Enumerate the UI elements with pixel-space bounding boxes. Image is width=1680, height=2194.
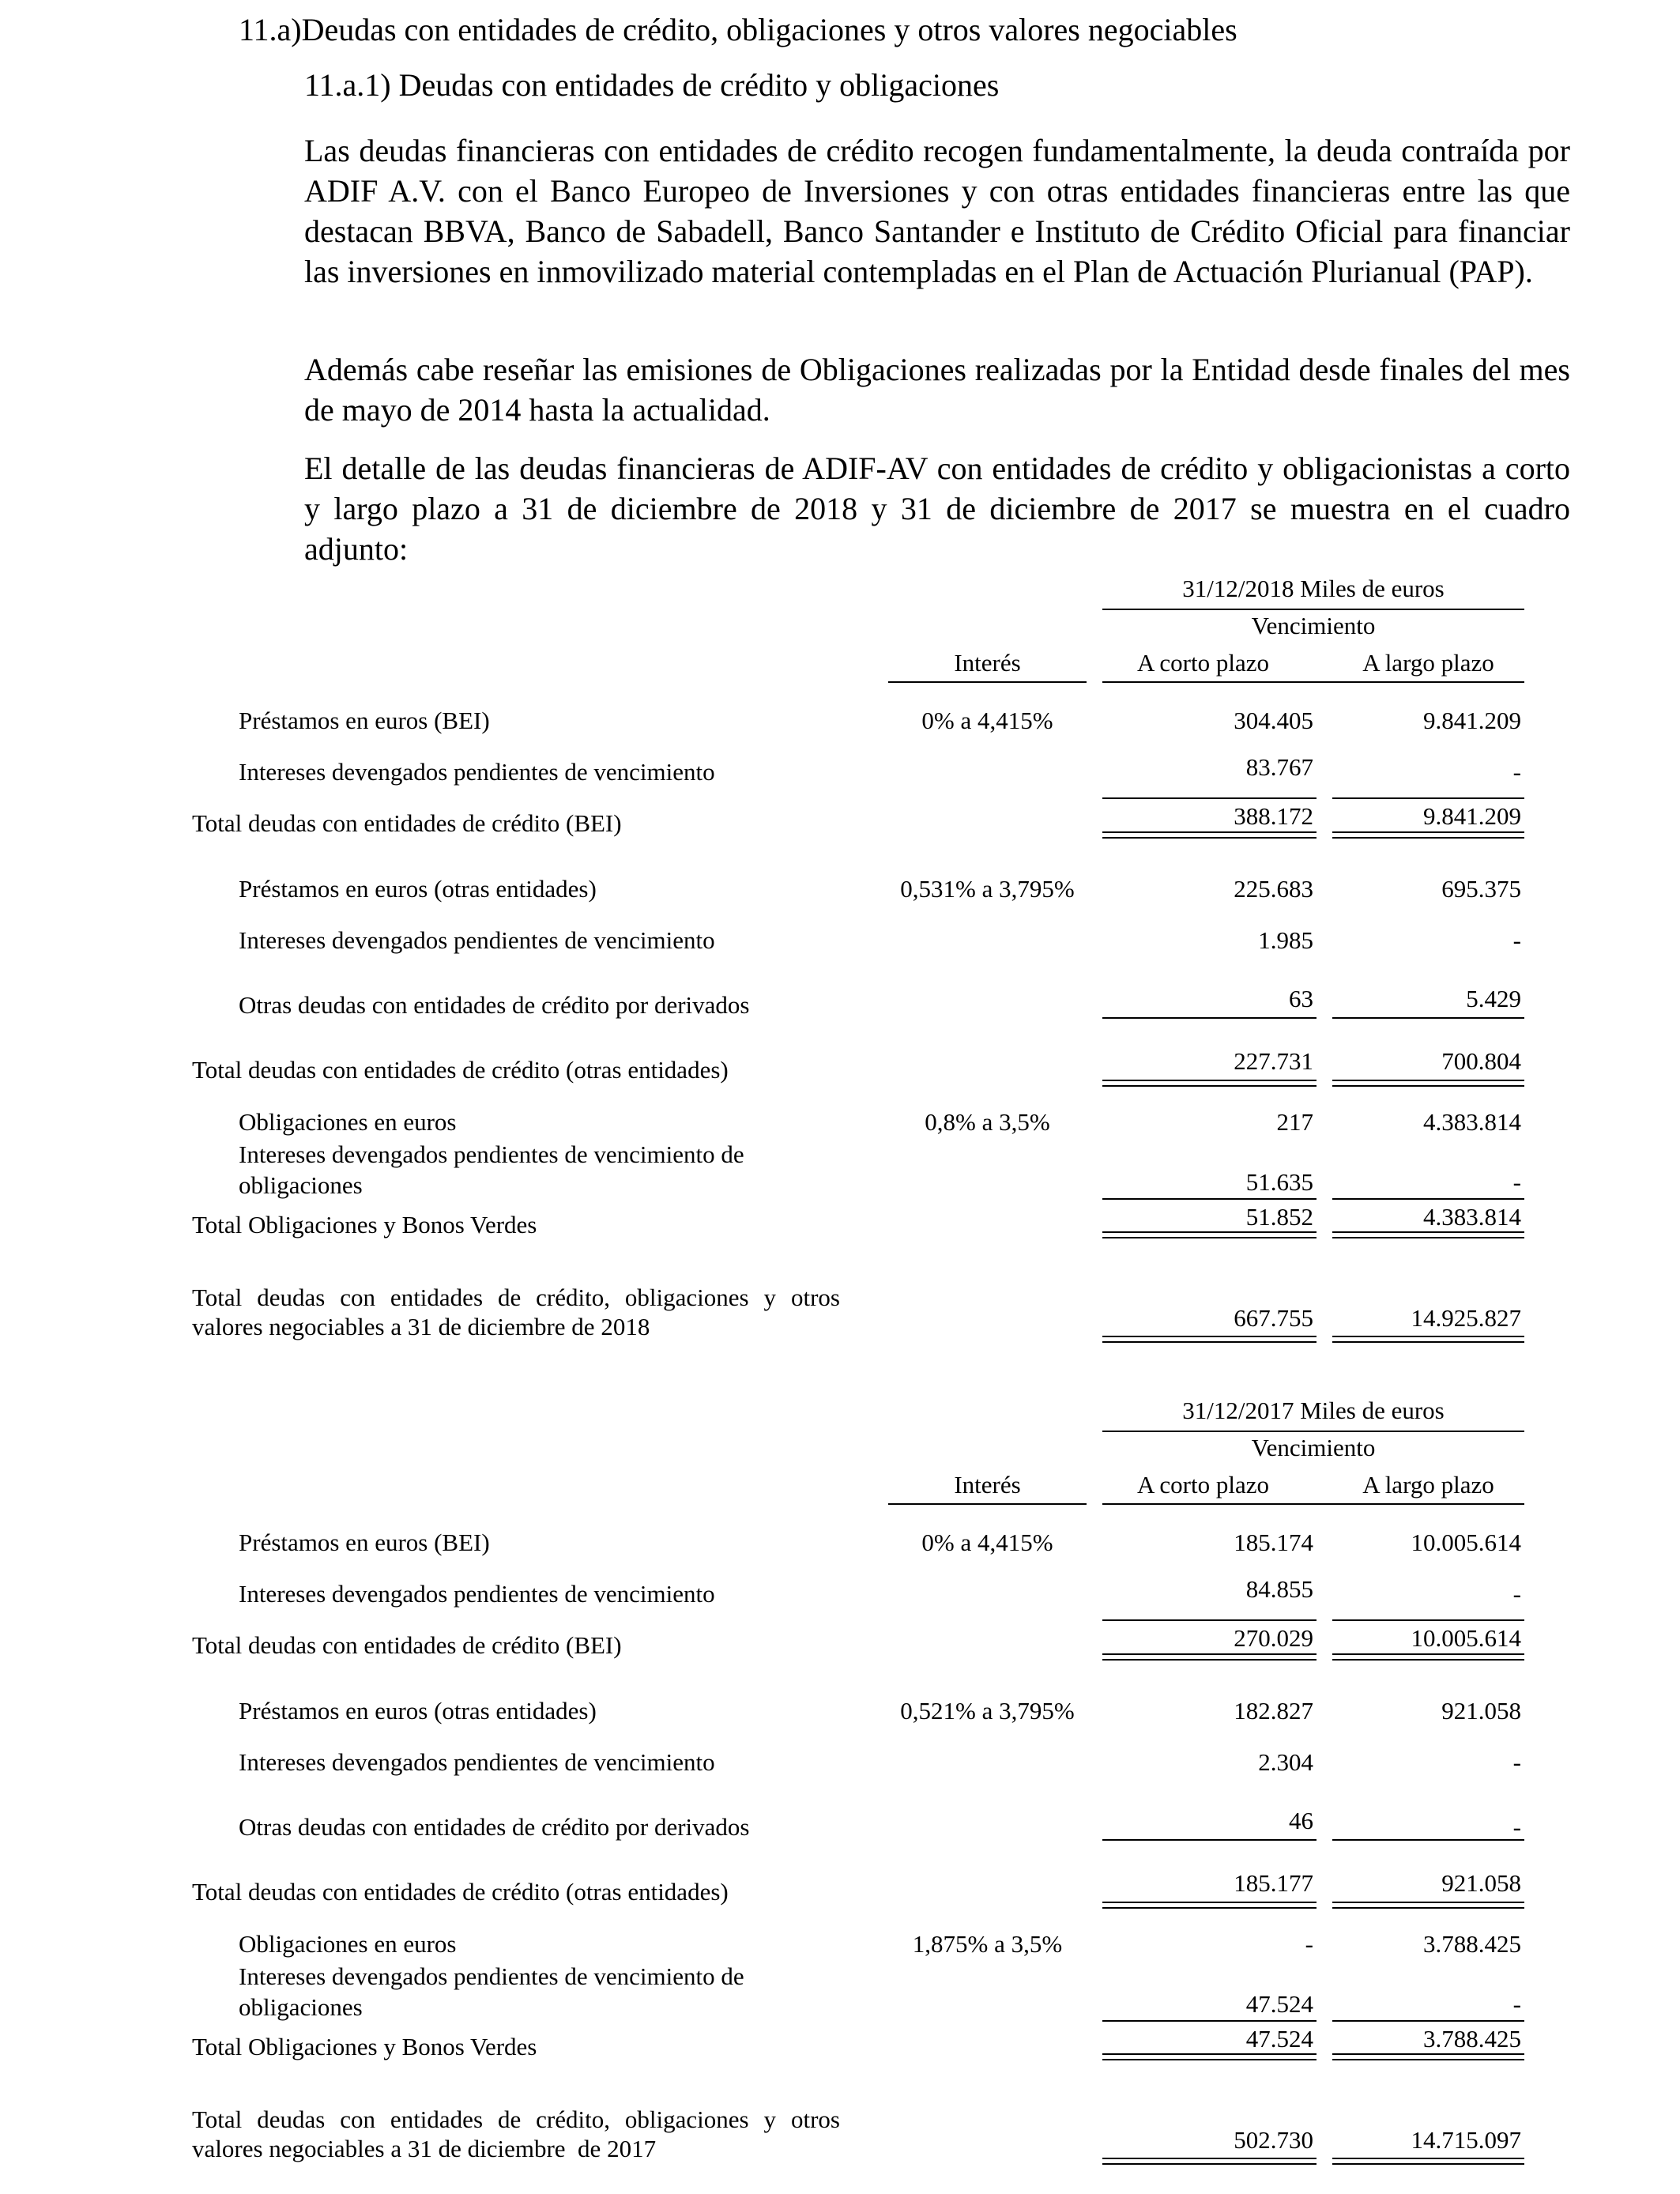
row-largo: 695.375 — [1441, 875, 1521, 903]
row-corto: 2.304 — [1258, 1748, 1313, 1776]
row-interes: 0,531% a 3,795% — [900, 875, 1075, 903]
row-corto: 185.177 — [1234, 1869, 1313, 1897]
row-largo: 10.005.614 — [1411, 1624, 1521, 1652]
row-largo: 9.841.209 — [1423, 802, 1521, 830]
row-corto: 388.172 — [1234, 802, 1313, 830]
row-corto: - — [1305, 1930, 1313, 1958]
interes-header: Interés — [954, 649, 1021, 677]
row-label: Intereses devengados pendientes de vencimiento de — [239, 1962, 744, 1990]
paragraph-3: El detalle de las deudas financieras de ADIF-AV con entidades de crédito y obligacionistas a corto y largo plazo a 31 de diciembre de 2018 y 31 de diciembre de 2017 se muestra en el cuadro adjunto: — [304, 450, 1570, 567]
row-label: Total deudas con entidades de crédito, obligaciones y otros — [192, 2105, 840, 2133]
row-corto: 225.683 — [1234, 875, 1313, 903]
row-label: Total deudas con entidades de crédito (otras entidades) — [192, 1056, 729, 1084]
row-label: Obligaciones en euros — [239, 1108, 457, 1136]
vencimiento-header: Vencimiento — [1251, 1434, 1376, 1461]
row-largo: - — [1512, 758, 1521, 786]
row-corto: 270.029 — [1234, 1624, 1313, 1652]
row-label: Intereses devengados pendientes de vencimiento — [239, 1748, 715, 1776]
interes-header: Interés — [954, 1471, 1021, 1498]
row-largo: 10.005.614 — [1411, 1529, 1521, 1556]
row-label: Intereses devengados pendientes de vencimiento — [239, 758, 715, 786]
row-corto: 185.174 — [1234, 1529, 1313, 1556]
row-corto: 182.827 — [1234, 1697, 1313, 1725]
row-largo: 3.788.425 — [1423, 1930, 1521, 1958]
corto-plazo-header: A corto plazo — [1136, 1471, 1269, 1498]
table-date-header: 31/12/2017 Miles de euros — [1182, 1397, 1445, 1424]
row-largo: - — [1512, 1580, 1521, 1608]
row-corto: 1.985 — [1258, 926, 1313, 954]
row-largo: 4.383.814 — [1423, 1108, 1521, 1136]
row-largo: - — [1512, 1168, 1521, 1196]
row-label: Otras deudas con entidades de crédito por derivados — [239, 991, 750, 1019]
row-corto: 47.524 — [1245, 2025, 1313, 2053]
row-label: Préstamos en euros (otras entidades) — [239, 1697, 597, 1725]
row-interes: 0% a 4,415% — [921, 1529, 1053, 1556]
row-largo: - — [1512, 926, 1521, 954]
row-label-cont: valores negociables a 31 de diciembre de 2017 — [192, 2135, 657, 2162]
row-label: Total deudas con entidades de crédito (BEI) — [192, 1631, 622, 1659]
row-label-cont: valores negociables a 31 de diciembre de 2018 — [192, 1313, 650, 1340]
row-corto: 502.730 — [1234, 2126, 1313, 2154]
largo-plazo-header: A largo plazo — [1362, 1471, 1494, 1498]
row-largo: 14.715.097 — [1411, 2126, 1521, 2154]
section-heading: 11.a)Deudas con entidades de crédito, obligaciones y otros valores negociables — [239, 12, 1237, 47]
row-label: Total deudas con entidades de crédito, obligaciones y otros — [192, 1284, 840, 1311]
row-label: Préstamos en euros (BEI) — [239, 1529, 490, 1556]
row-corto: 83.767 — [1245, 753, 1313, 781]
row-corto: 84.855 — [1245, 1575, 1313, 1603]
row-corto: 217 — [1276, 1108, 1313, 1136]
row-label: Intereses devengados pendientes de vencimiento de — [239, 1140, 744, 1168]
largo-plazo-header: A largo plazo — [1362, 649, 1494, 677]
row-corto: 46 — [1289, 1807, 1313, 1834]
row-interes: 0,8% a 3,5% — [925, 1108, 1050, 1136]
row-label: Préstamos en euros (otras entidades) — [239, 875, 597, 903]
row-label: Préstamos en euros (BEI) — [239, 707, 490, 734]
row-largo: 700.804 — [1441, 1047, 1521, 1075]
row-largo: - — [1512, 1813, 1521, 1841]
row-largo: 921.058 — [1441, 1697, 1521, 1725]
row-label: Total Obligaciones y Bonos Verdes — [192, 1211, 537, 1238]
row-label: Total Obligaciones y Bonos Verdes — [192, 2033, 537, 2060]
paragraph-2: Además cabe reseñar las emisiones de Obligaciones realizadas por la Entidad desde finales del mes de mayo de 2014 hasta la actualidad. — [304, 352, 1570, 428]
row-label-cont: obligaciones — [239, 1171, 363, 1199]
row-label: Intereses devengados pendientes de vencimiento — [239, 1580, 715, 1608]
row-corto: 304.405 — [1234, 707, 1313, 734]
row-largo: 5.429 — [1466, 985, 1521, 1012]
row-label: Otras deudas con entidades de crédito por derivados — [239, 1813, 750, 1841]
row-interes: 1,875% a 3,5% — [912, 1930, 1063, 1958]
row-corto: 51.635 — [1245, 1168, 1313, 1196]
row-largo: 4.383.814 — [1423, 1203, 1521, 1231]
row-largo: 921.058 — [1441, 1869, 1521, 1897]
corto-plazo-header: A corto plazo — [1136, 649, 1269, 677]
subsection-heading: 11.a.1) Deudas con entidades de crédito y obligaciones — [304, 67, 1000, 103]
row-interes: 0% a 4,415% — [921, 707, 1053, 734]
row-largo: - — [1512, 1748, 1521, 1776]
row-corto: 51.852 — [1245, 1203, 1313, 1231]
row-corto: 63 — [1289, 985, 1313, 1012]
row-label-cont: obligaciones — [239, 1993, 363, 2021]
row-label: Obligaciones en euros — [239, 1930, 457, 1958]
row-label: Total deudas con entidades de crédito (otras entidades) — [192, 1878, 729, 1906]
row-corto: 667.755 — [1234, 1304, 1313, 1332]
row-largo: 3.788.425 — [1423, 2025, 1521, 2053]
row-largo: 9.841.209 — [1423, 707, 1521, 734]
row-largo: 14.925.827 — [1411, 1304, 1521, 1332]
row-interes: 0,521% a 3,795% — [900, 1697, 1075, 1725]
table-date-header: 31/12/2018 Miles de euros — [1182, 575, 1445, 602]
vencimiento-header: Vencimiento — [1251, 612, 1376, 639]
row-label: Intereses devengados pendientes de vencimiento — [239, 926, 715, 954]
row-corto: 227.731 — [1234, 1047, 1313, 1075]
row-label: Total deudas con entidades de crédito (BEI) — [192, 809, 622, 837]
paragraph-1: Las deudas financieras con entidades de crédito recogen fundamentalmente, la deuda contraída por ADIF A.V. con el Banco Europeo de Inversiones y con otras entidades financieras entre las que destacan BBVA, Banco de Sabadell, Banco Santander e Instituto de Crédito Oficial para financiar las inversiones en inmovilizado material contempladas en el Plan de Actuación Plurianual (PAP). — [304, 133, 1570, 289]
row-corto: 47.524 — [1245, 1990, 1313, 2018]
row-largo: - — [1512, 1990, 1521, 2018]
